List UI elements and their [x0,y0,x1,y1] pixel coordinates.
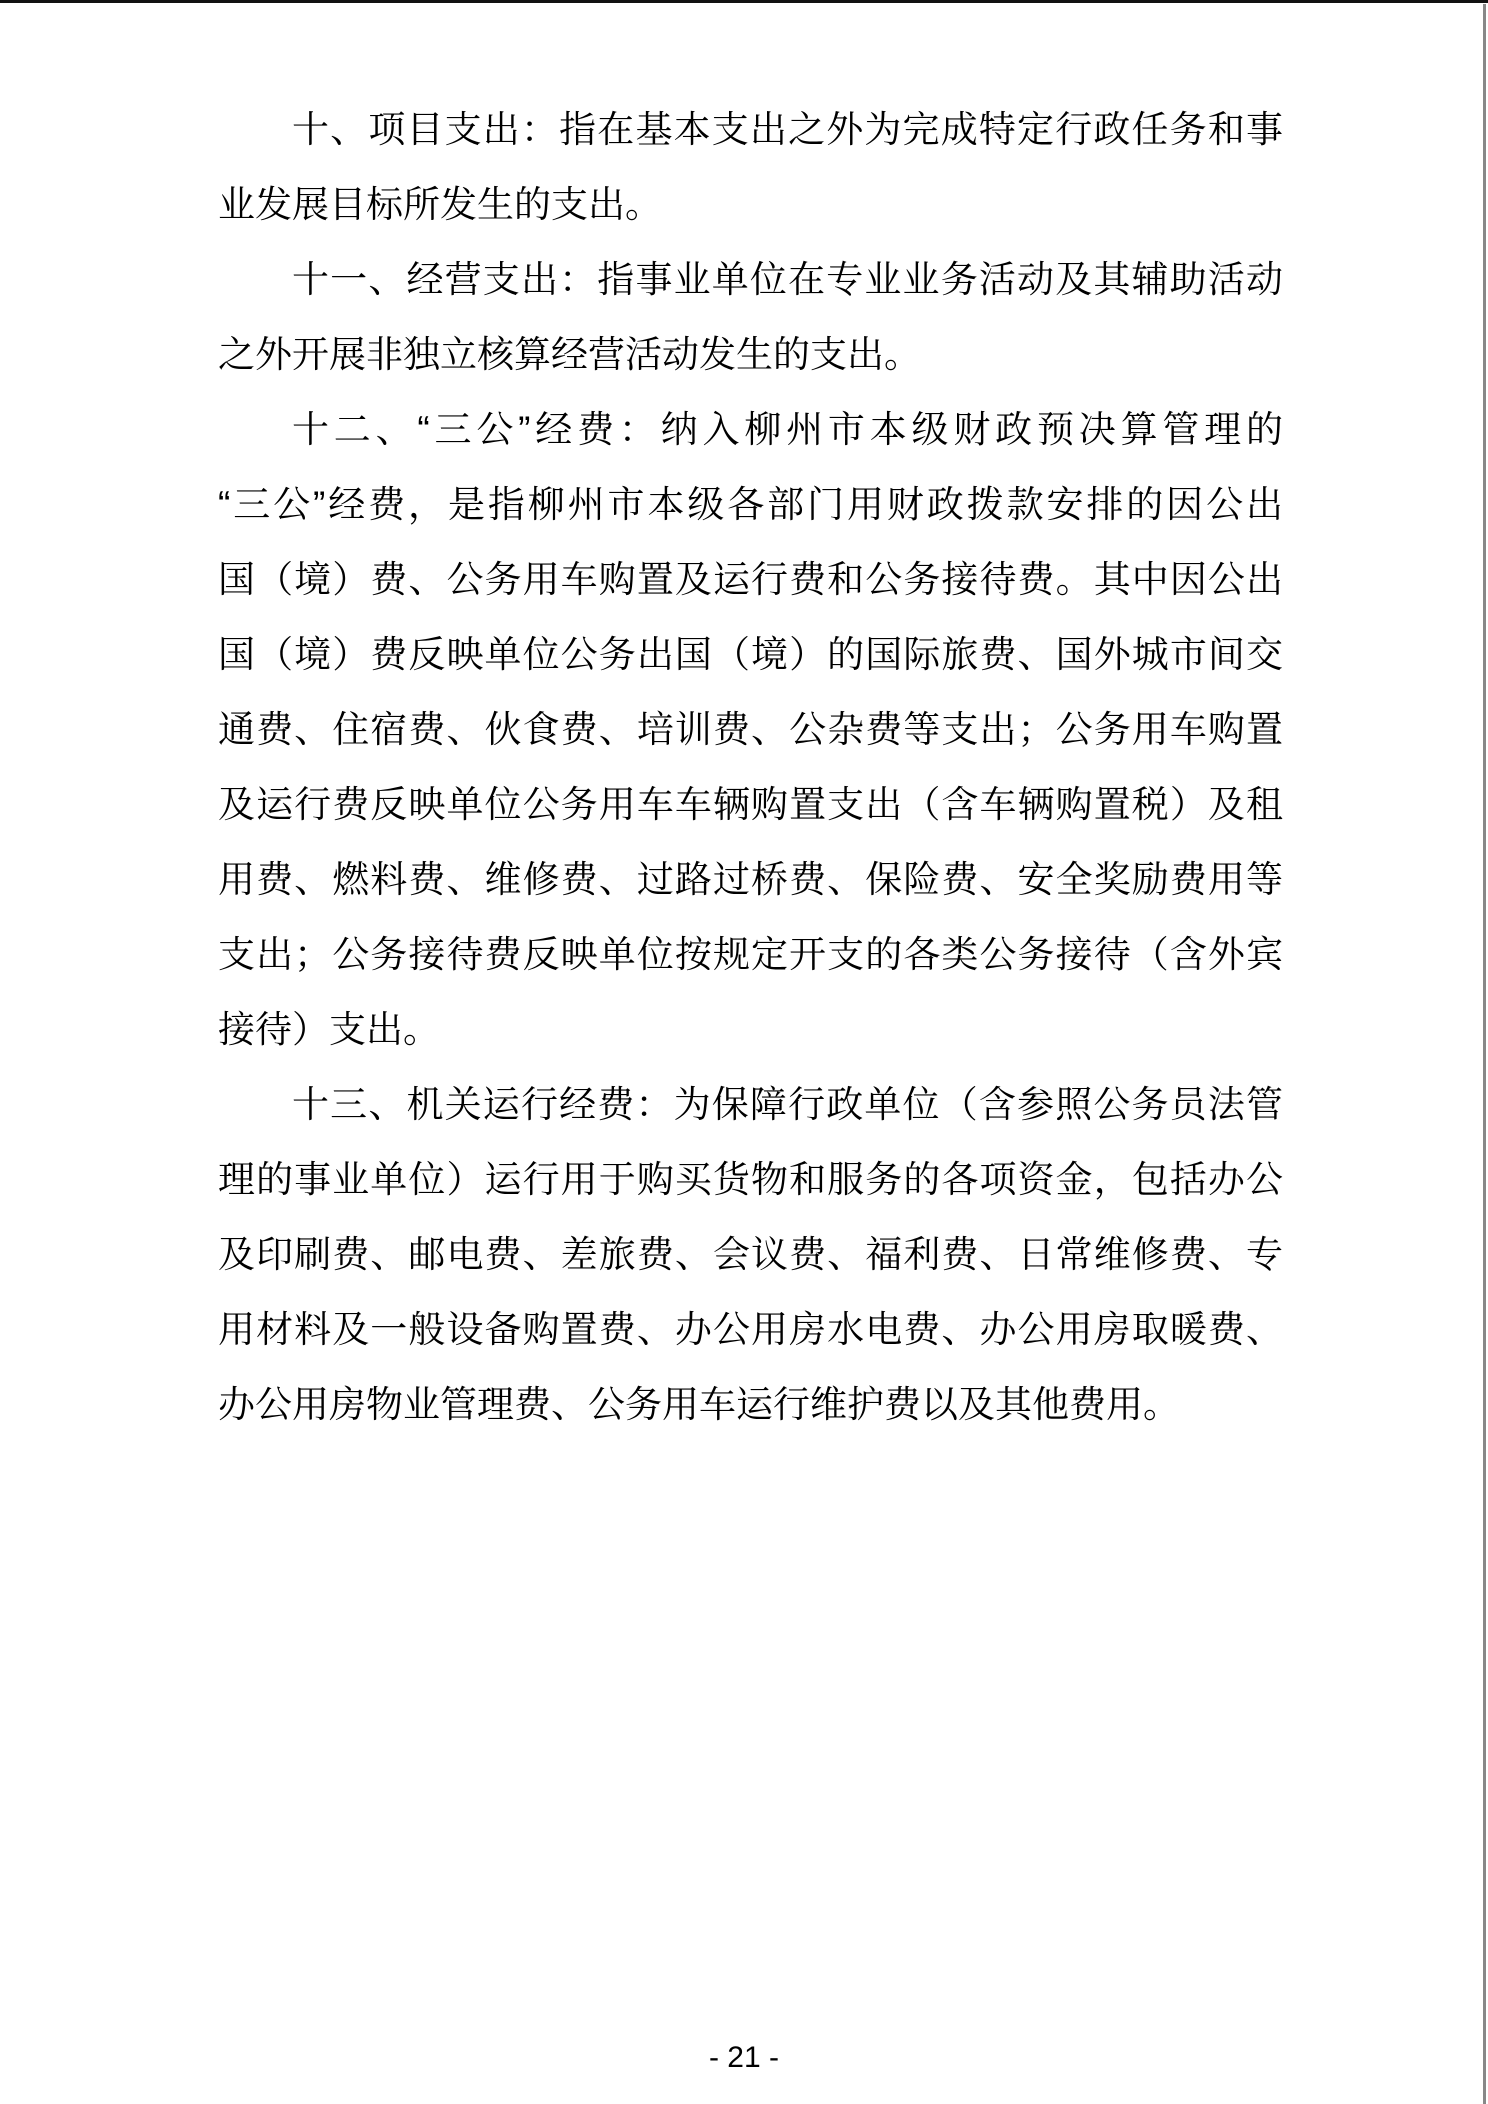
text-line: 之外开展非独立核算经营活动发生的支出。 [218,334,921,375]
top-edge-rule [0,0,1488,3]
text-line: 及印刷费、邮电费、差旅费、会议费、福利费、日常维修费、专 [218,1234,1283,1275]
text-line: 国（境）费反映单位公务出国（境）的国际旅费、国外城市间交 [218,634,1283,675]
paragraph-item-10 [218,92,1283,242]
text-line: 通费、住宿费、伙食费、培训费、公杂费等支出；公务用车购置 [218,709,1283,750]
text-line: 十三、机关运行经费：为保障行政单位（含参照公务员法管 [292,1084,1283,1125]
text-line: “三公”经费，是指柳州市本级各部门用财政拨款安排的因公出 [218,484,1283,525]
text-line: 十、项目支出：指在基本支出之外为完成特定行政任务和事 [292,109,1283,150]
text-line: 接待）支出。 [218,1009,440,1050]
text-line: 国（境）费、公务用车购置及运行费和公务接待费。其中因公出 [218,559,1283,600]
paragraph-item-11 [218,242,1283,392]
text-line: 办公用房物业管理费、公务用车运行维护费以及其他费用。 [218,1384,1180,1425]
right-edge-rule [1483,4,1486,2104]
text-line: 用材料及一般设备购置费、办公用房水电费、办公用房取暖费、 [218,1309,1283,1350]
text-line: 十一、经营支出：指事业单位在专业业务活动及其辅助活动 [292,259,1283,300]
text-line: 业发展目标所发生的支出。 [218,184,662,225]
text-line: 及运行费反映单位公务用车车辆购置支出（含车辆购置税）及租 [218,784,1283,825]
text-line: 支出；公务接待费反映单位按规定开支的各类公务接待（含外宾 [218,934,1283,975]
document-body [218,92,1283,1442]
text-line: 理的事业单位）运行用于购买货物和服务的各项资金，包括办公 [218,1159,1283,1200]
paragraph-item-12 [218,392,1283,1067]
paragraph-item-13 [218,1067,1283,1442]
page-number: - 21 - [708,2041,780,2074]
text-line: 用费、燃料费、维修费、过路过桥费、保险费、安全奖励费用等 [218,859,1283,900]
text-line: 十二、“三公”经费：纳入柳州市本级财政预决算管理的 [292,409,1283,450]
